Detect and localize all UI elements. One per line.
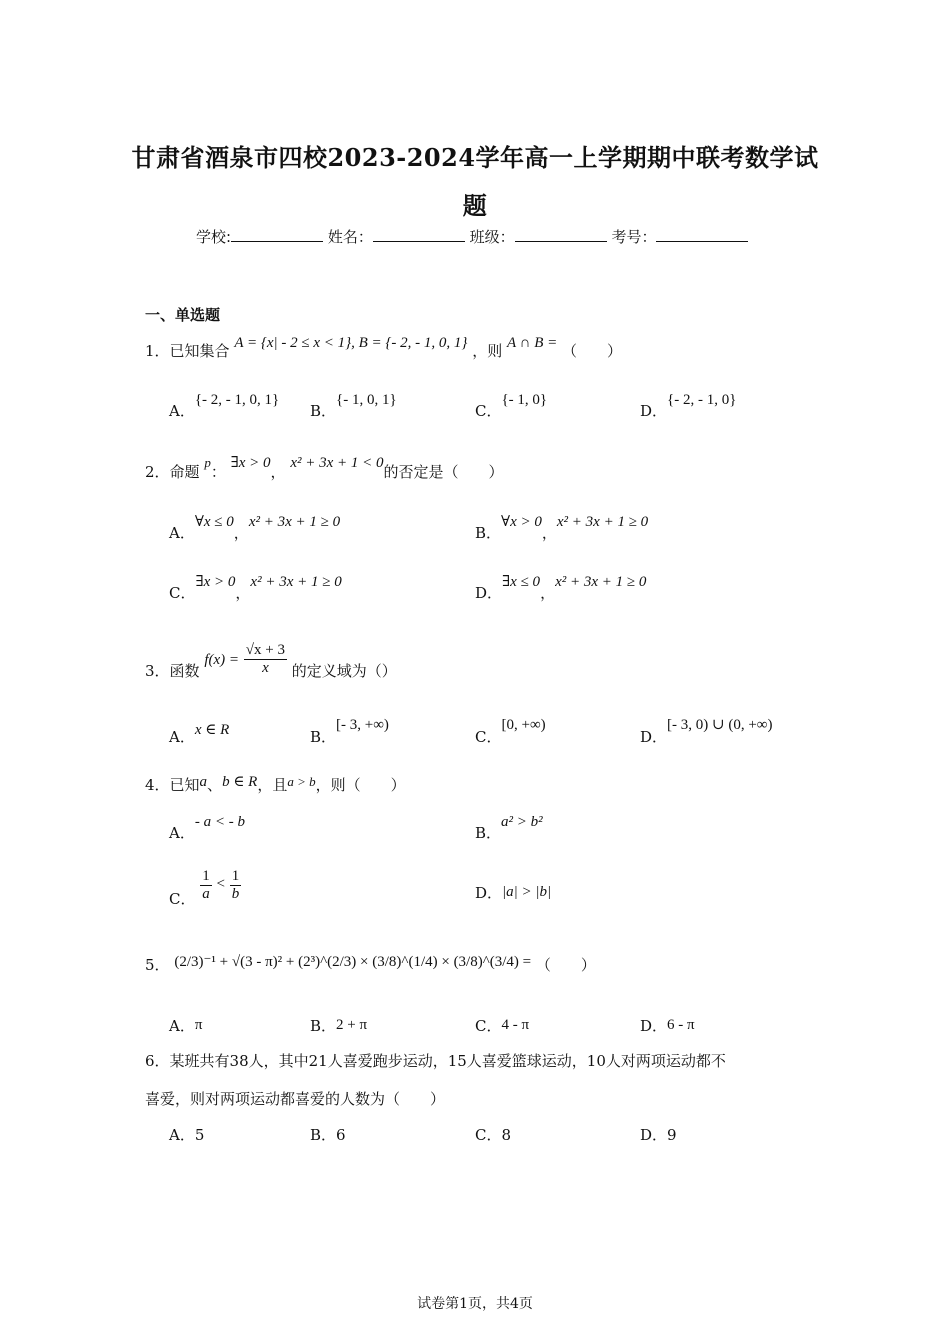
school-label: 学校:: [196, 228, 232, 246]
q4-b: b ∈ R: [222, 774, 258, 790]
school-blank[interactable]: [231, 227, 323, 242]
q2-comma: ，: [270, 463, 286, 481]
option-value: ∀x ≤ 0: [194, 514, 234, 530]
q2-option-b[interactable]: B．∀x > 0，x² + 3x + 1 ≥ 0: [475, 514, 649, 542]
option-label: B．: [310, 728, 337, 746]
q1-option-b[interactable]: [310, 392, 397, 421]
option-value: ∀x > 0: [501, 514, 542, 530]
q5-paren: （ ）: [535, 956, 596, 974]
q4-a: a: [199, 774, 208, 790]
q1-paren: （ ）: [562, 342, 623, 360]
q4-option-a[interactable]: [169, 814, 245, 843]
q3-option-c[interactable]: [475, 717, 546, 747]
question-4-stem: [145, 774, 406, 795]
question-6-line-2: 喜爱，则对两项运动都喜爱的人数为（ ）: [145, 1090, 446, 1108]
frac-den: a: [202, 886, 210, 902]
q4-text-3: ，则（ ）: [315, 776, 406, 794]
id-label: 考号：: [611, 228, 657, 246]
option-value: π: [194, 1017, 203, 1033]
q1-text: 1．已知集合: [145, 342, 230, 360]
q6-option-c[interactable]: C．8: [475, 1126, 512, 1144]
q4-text: 4．已知: [145, 776, 200, 794]
option-label: D．: [640, 728, 668, 746]
option-value: x ∈ R: [194, 722, 230, 738]
q3-fraction: [244, 642, 287, 677]
q4-c-op: <: [216, 875, 226, 892]
q6-option-d[interactable]: D．9: [640, 1126, 677, 1144]
q5-option-b[interactable]: [310, 1015, 367, 1036]
q2-inequality: x² + 3x + 1 < 0: [290, 455, 384, 471]
option-label: A．: [169, 824, 195, 842]
question-3-stem: [145, 630, 397, 680]
question-1-stem: [145, 335, 623, 361]
class-label: 班级：: [469, 228, 515, 246]
q5-option-a[interactable]: [169, 1015, 202, 1036]
option-value: {- 2, - 1, 0, 1}: [194, 392, 280, 408]
q4-option-c[interactable]: [169, 868, 241, 908]
q2-option-a[interactable]: A．∀x ≤ 0，x² + 3x + 1 ≥ 0: [169, 514, 341, 542]
q4-option-d[interactable]: [475, 882, 551, 903]
page-footer: 试卷第1页，共4页: [417, 1296, 533, 1312]
option-value-2: x² + 3x + 1 ≥ 0: [556, 514, 649, 530]
question-2-stem: [145, 455, 504, 482]
q5-expression: (2/3)⁻¹ + √(3 - π)² + (2³)^(2/3) × (3/8)^(1/4) × (3/8)^(3/4) =: [174, 954, 532, 970]
q2-text-2: 的否定是（ ）: [383, 463, 504, 481]
option-label: A．: [169, 728, 195, 746]
option-label: A．: [169, 402, 195, 420]
option-value: [0, +∞): [501, 717, 546, 733]
student-info: [196, 226, 748, 247]
q4-c-frac-2: [230, 868, 242, 903]
option-value: |a| > |b|: [502, 884, 552, 900]
q2-colon: ：: [210, 463, 226, 481]
option-label: A．: [169, 524, 195, 542]
q4-cond: a > b: [287, 774, 316, 789]
option-label: D．: [475, 584, 503, 602]
q1-option-a[interactable]: [169, 392, 280, 421]
option-label: C．: [475, 1017, 502, 1035]
option-label: D．: [640, 402, 668, 420]
q2-p: p: [204, 455, 211, 470]
q1-option-d[interactable]: [640, 392, 737, 421]
id-blank[interactable]: [656, 227, 748, 242]
q5-option-c[interactable]: [475, 1015, 529, 1036]
q3-text-2: 的定义域为（）: [291, 661, 397, 680]
section-heading: 一、单选题: [145, 306, 221, 324]
page-title: 甘肃省酒泉市四校2023-2024学年高一上学期期中联考数学试: [131, 143, 819, 172]
option-label: B．: [310, 1017, 337, 1035]
q4-text-2: ，且: [257, 776, 288, 794]
question-6-line-1: 6．某班共有38人，其中21人喜爱跑步运动，15人喜爱篮球运动，10人对两项运动都不: [145, 1052, 726, 1070]
frac-num: 1: [231, 868, 240, 884]
q3-option-d[interactable]: [640, 717, 773, 747]
name-label: 姓名：: [327, 228, 373, 246]
q1-text-2: ，则: [472, 342, 503, 360]
frac-den: b: [231, 886, 240, 902]
option-value: {- 1, 0, 1}: [336, 392, 397, 408]
q3-denominator: x: [262, 660, 269, 676]
option-value-2: x² + 3x + 1 ≥ 0: [248, 514, 341, 530]
q3-text: 3．函数: [145, 661, 200, 680]
option-label: B．: [310, 402, 337, 420]
option-value: a² > b²: [501, 814, 543, 830]
option-label: C．: [475, 728, 502, 746]
class-blank[interactable]: [515, 227, 607, 242]
q1-formula-2: A ∩ B =: [506, 335, 558, 351]
q6-option-a[interactable]: A．5: [169, 1126, 205, 1144]
option-value: 4 - π: [501, 1017, 530, 1033]
option-value: {- 1, 0}: [501, 392, 548, 408]
frac-num: 1: [202, 868, 210, 884]
option-value: ∃x > 0: [195, 574, 236, 590]
q3-option-b[interactable]: [310, 717, 389, 747]
q5-text: 5．: [145, 956, 170, 974]
q1-option-c[interactable]: [475, 392, 548, 421]
option-label: C．: [169, 584, 196, 602]
q2-option-d[interactable]: D．∃x ≤ 0，x² + 3x + 1 ≥ 0: [475, 574, 647, 602]
option-label: B．: [475, 524, 502, 542]
option-value: ∃x ≤ 0: [502, 574, 541, 590]
q3-numerator: √x + 3: [245, 642, 285, 658]
option-label: C．: [475, 402, 502, 420]
option-value: 6 - π: [667, 1017, 695, 1033]
q2-text: 2．命题: [145, 463, 200, 481]
option-value: {- 2, - 1, 0}: [667, 392, 737, 408]
q4-option-b[interactable]: [475, 814, 543, 843]
question-5-stem: [145, 954, 596, 975]
page-title-continued: 题: [462, 191, 488, 220]
option-label: C．: [169, 889, 196, 908]
option-value: [- 3, 0) ∪ (0, +∞): [667, 717, 773, 733]
q3-option-a[interactable]: [169, 722, 230, 747]
q2-option-c[interactable]: C．∃x > 0，x² + 3x + 1 ≥ 0: [169, 574, 342, 602]
q4-c-frac-1: [200, 868, 212, 903]
option-label: A．: [169, 1017, 195, 1035]
q6-option-b[interactable]: B．6: [310, 1126, 346, 1144]
option-value-2: x² + 3x + 1 ≥ 0: [250, 574, 342, 590]
q3-fx: f(x) =: [204, 651, 240, 668]
option-label: D．: [475, 884, 503, 902]
q4-sep: 、: [207, 776, 223, 794]
option-value: [- 3, +∞): [336, 717, 389, 733]
name-blank[interactable]: [373, 227, 465, 242]
option-label: B．: [475, 824, 502, 842]
q5-option-d[interactable]: [640, 1015, 695, 1036]
option-value-2: x² + 3x + 1 ≥ 0: [555, 574, 647, 590]
option-value: - a < - b: [194, 814, 245, 830]
option-value: 2 + π: [336, 1017, 368, 1033]
q1-formula: A = {x| - 2 ≤ x < 1}, B = {- 2, - 1, 0, 1}: [234, 335, 468, 351]
option-label: D．: [640, 1017, 668, 1035]
q2-exists: ∃x > 0: [230, 455, 271, 471]
